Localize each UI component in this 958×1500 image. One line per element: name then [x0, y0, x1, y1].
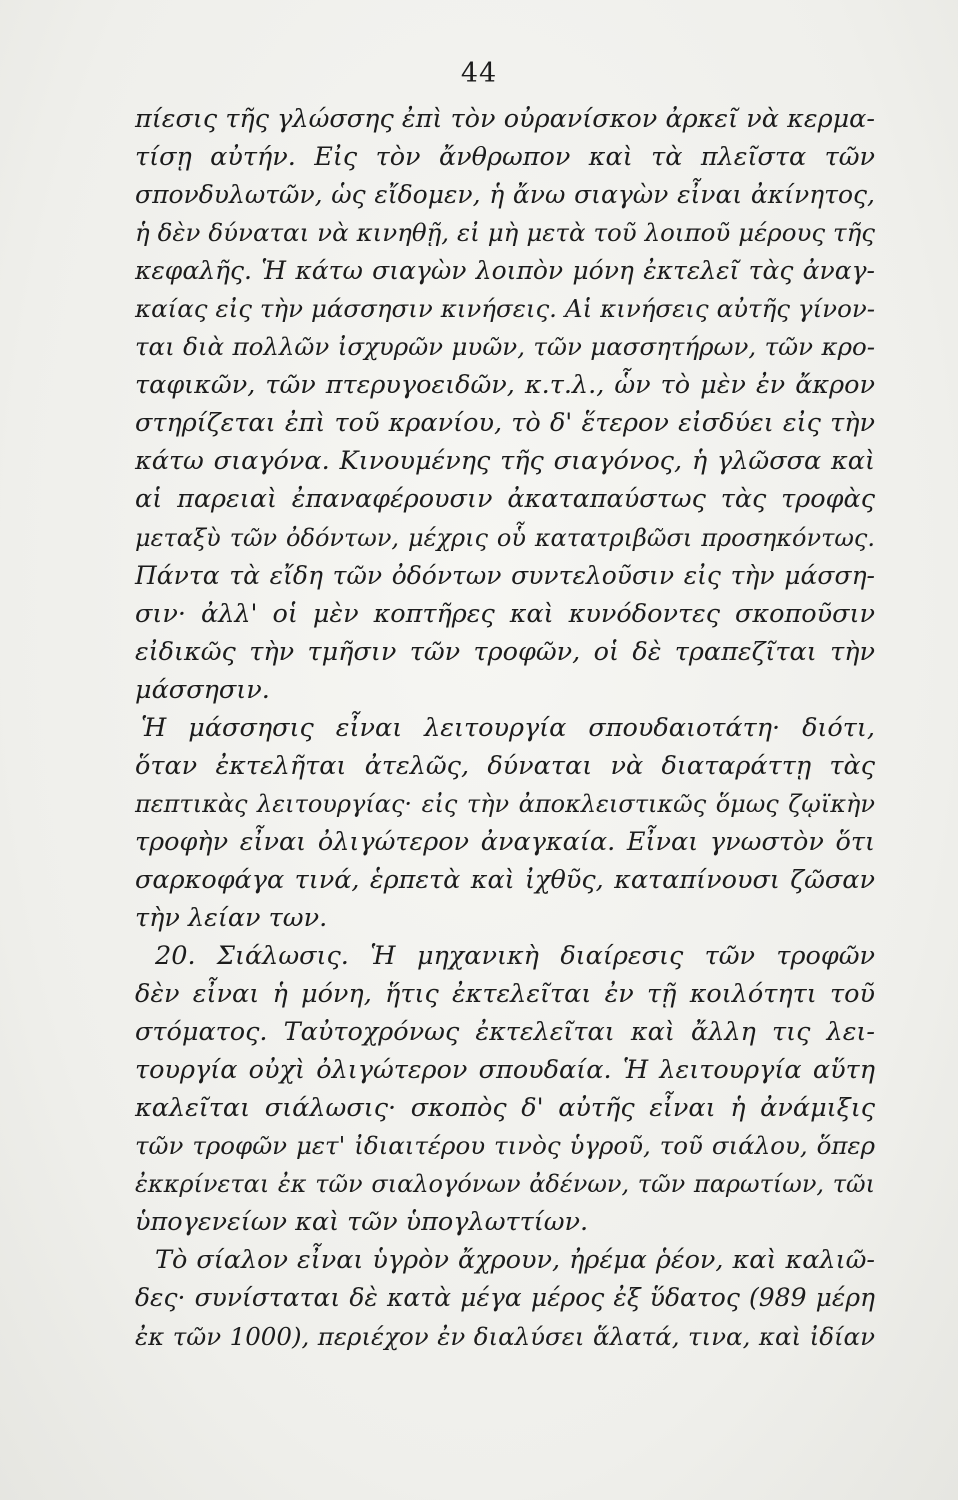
text-line: πεπτικὰς λειτουργίας· εἰς τὴν ἀποκλειστικῶς ὅμως ζῳϊκὴν: [135, 789, 875, 818]
text-line: καλεῖται σιάλωσις· σκοπὸς δ' αὐτῆς εἶναι ἡ ἀνάμιξις: [135, 1093, 875, 1124]
section-heading-line: 20. Σιάλωσις. Ἡ μηχανικὴ διαίρεσις τῶν τροφῶν: [155, 941, 875, 972]
text-line: κεφαλῆς. Ἡ κάτω σιαγὼν λοιπὸν μόνη ἐκτελεῖ τὰς ἀναγ-: [135, 256, 875, 286]
text-line: ἐκκρίνεται ἐκ τῶν σιαλογόνων ἀδένων, τῶν παρωτίων, τῶι: [135, 1170, 875, 1199]
text-line: ὑπογενείων καὶ τῶν ὑπογλωττίων.: [135, 1207, 589, 1238]
text-line: τὴν λείαν των.: [135, 902, 328, 933]
text-line: ἐκ τῶν 1000), περιέχον ἐν διαλύσει ἅλατά, τινα, καὶ ἰδίαν: [135, 1321, 875, 1351]
text-line: ταφικῶν, τῶν πτερυγοειδῶν, κ.τ.λ., ὧν τὸ μὲν ἐν ἄκρον: [135, 370, 875, 401]
text-line: μάσσησιν.: [135, 674, 270, 705]
text-line: σιν· ἀλλ' οἱ μὲν κοπτῆρες καὶ κυνόδοντες σκοποῦσιν: [135, 598, 875, 629]
text-line: στόματος. Ταὐτοχρόνως ἐκτελεῖται καὶ ἄλλη τις λει-: [135, 1017, 875, 1048]
text-line: Ἡ μάσσησις εἶναι λειτουργία σπουδαιοτάτη· διότι,: [141, 712, 875, 743]
text-line: τροφὴν εἶναι ὀλιγώτερον ἀναγκαία. Εἶναι γνωστὸν ὅτι: [135, 826, 875, 857]
text-line: δὲν εἶναι ἡ μόνη, ἥτις ἐκτελεῖται ἐν τῇ κοιλότητι τοῦ: [135, 979, 875, 1010]
text-line: πίεσις τῆς γλώσσης ἐπὶ τὸν οὐρανίσκον ἀρκεῖ νὰ κερμα-: [135, 104, 875, 134]
text-line: καίας εἰς τὴν μάσσησιν κινήσεις. Αἱ κινήσεις αὐτῆς γίνον-: [135, 294, 875, 324]
text-line: δες· συνίσταται δὲ κατὰ μέγα μέρος ἐξ ὕδατος (989 μέρη: [135, 1283, 875, 1313]
text-line: εἰδικῶς τὴν τμῆσιν τῶν τροφῶν, οἱ δὲ τραπεζῖται τὴν: [135, 636, 875, 667]
text-line: τῶν τροφῶν μετ' ἰδιαιτέρου τινὸς ὑγροῦ, τοῦ σιάλου, ὅπερ: [135, 1131, 875, 1161]
text-line: σπονδυλωτῶν, ὡς εἴδομεν, ἡ ἄνω σιαγὼν εἶναι ἀκίνητος,: [135, 180, 875, 210]
text-line: κάτω σιαγόνα. Κινουμένης τῆς σιαγόνος, ἡ γλῶσσα καὶ: [135, 446, 875, 477]
text-line: τίσῃ αὐτήν. Εἰς τὸν ἄνθρωπον καὶ τὰ πλεῖστα τῶν: [135, 142, 875, 173]
body-text: [135, 100, 875, 1356]
text-line: Πάντα τὰ εἴδη τῶν ὀδόντων συντελοῦσιν εἰς τὴν μάσση-: [135, 560, 875, 590]
page-number: 44: [460, 58, 498, 89]
text-line: ται διὰ πολλῶν ἰσχυρῶν μυῶν, τῶν μασσητήρων, τῶν κρο-: [135, 332, 875, 362]
text-line: σαρκοφάγα τινά, ἑρπετὰ καὶ ἰχθῦς, καταπίνουσι ζῶσαν: [135, 864, 875, 895]
text-line: τουργία οὐχὶ ὀλιγώτερον σπουδαία. Ἡ λειτουργία αὕτη: [135, 1055, 875, 1086]
text-line: αἱ παρειαὶ ἐπαναφέρουσιν ἀκαταπαύστως τὰς τροφὰς: [135, 484, 875, 515]
text-line: Τὸ σίαλον εἶναι ὑγρὸν ἄχρουν, ἠρέμα ῥέον, καὶ καλιῶ-: [155, 1245, 875, 1276]
text-line: στηρίζεται ἐπὶ τοῦ κρανίου, τὸ δ' ἕτερον εἰσδύει εἰς τὴν: [135, 408, 875, 439]
text-line: ὅταν ἐκτελῆται ἀτελῶς, δύναται νὰ διαταράττῃ τὰς: [135, 750, 875, 781]
text-line: ἡ δὲν δύναται νὰ κινηθῇ, εἰ μὴ μετὰ τοῦ λοιποῦ μέρους τῆς: [135, 218, 875, 248]
text-line: μεταξὺ τῶν ὀδόντων, μέχρις οὗ κατατριβῶσι προσηκόντως.: [135, 523, 875, 552]
